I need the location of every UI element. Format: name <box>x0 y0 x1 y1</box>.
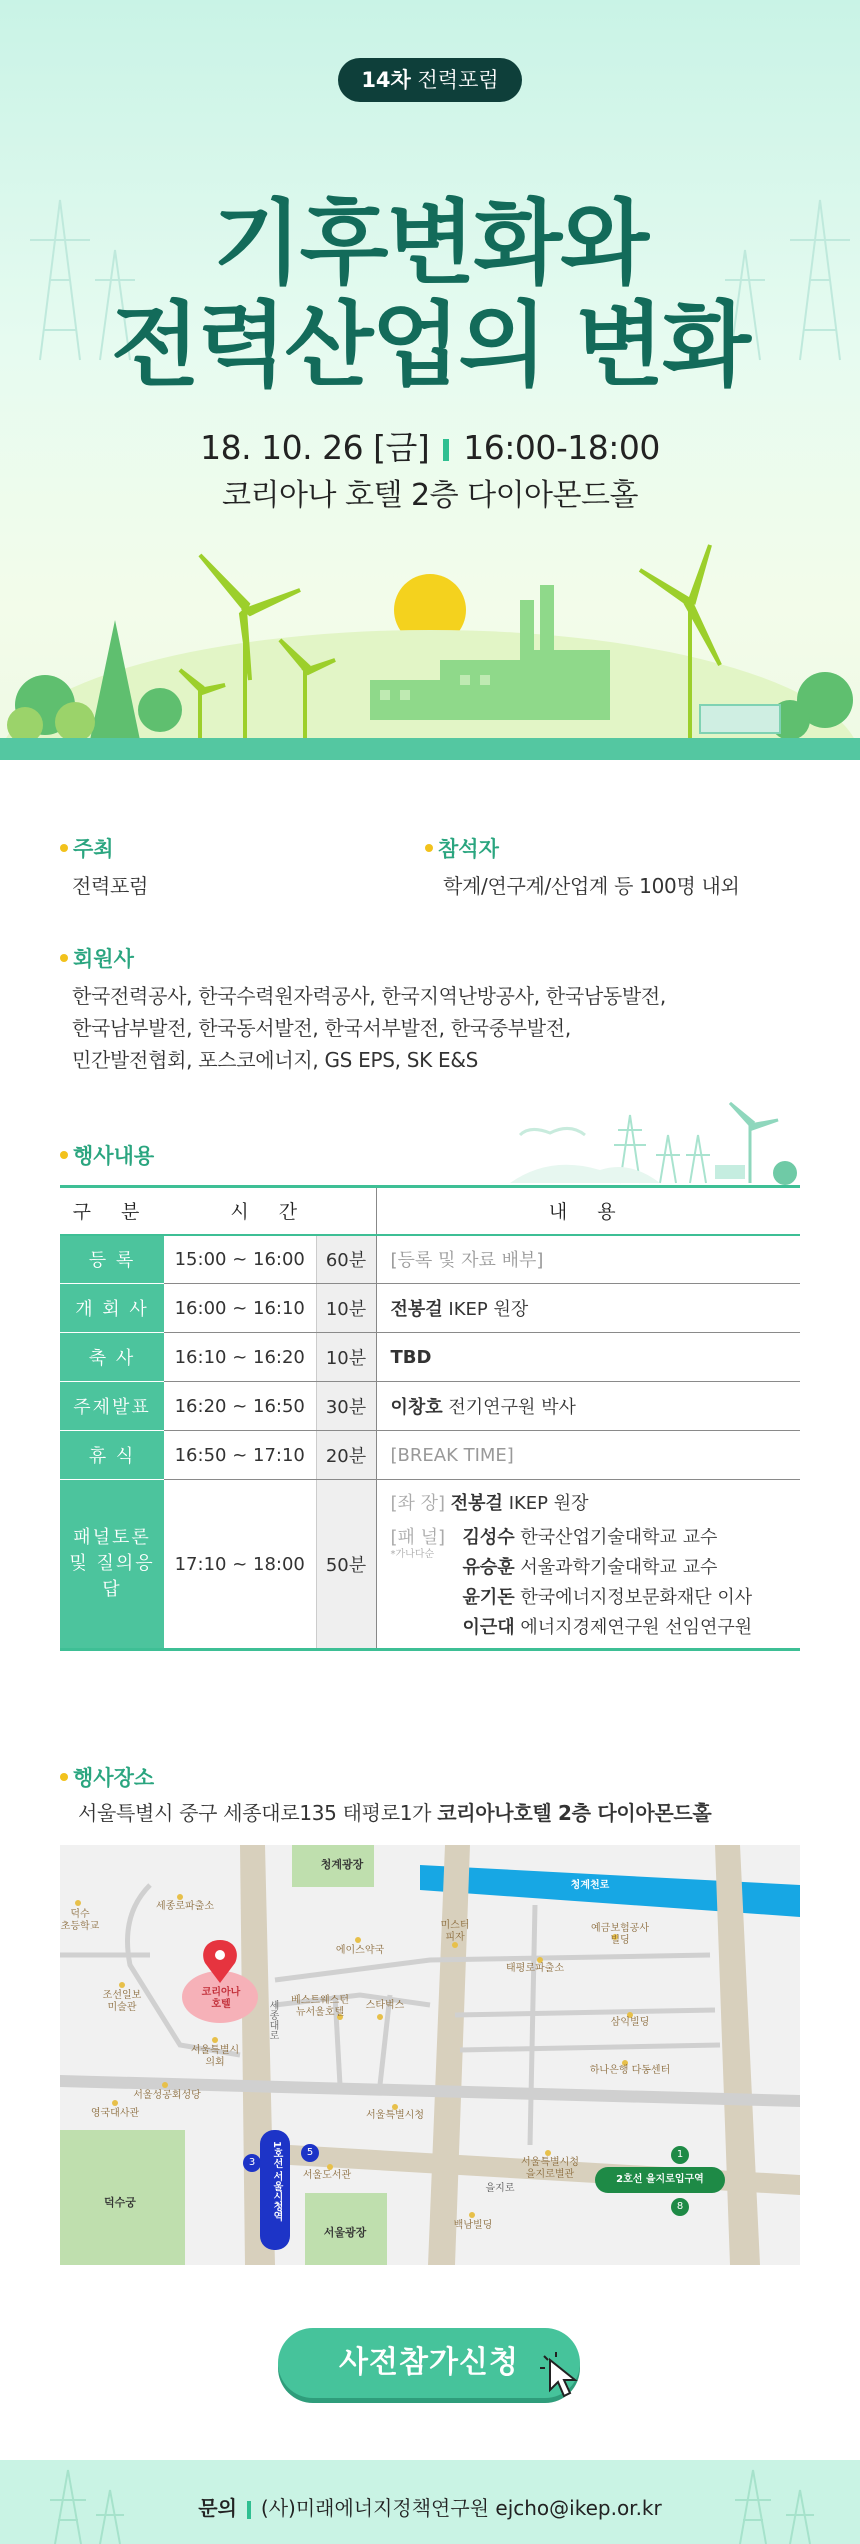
map-exit-badge: 8 <box>676 2201 684 2212</box>
panel-member: 유승훈 서울과학기술대학교 교수 <box>462 1557 718 1578</box>
map-label: 청계천로 <box>570 1880 610 1891</box>
table-header-row <box>60 1187 800 1235</box>
schedule-label: 행사내용 <box>60 1140 154 1170</box>
panel-member: 윤기돈 한국에너지정보문화재단 이사 <box>462 1587 753 1608</box>
location-address <box>78 1797 711 1829</box>
map-exit-badge: 1 <box>676 2149 684 2160</box>
speaker-name: 이창호 <box>390 1397 443 1418</box>
table-row <box>60 1382 800 1431</box>
map-label: 삼익빌딩 <box>610 2017 650 2028</box>
map-label: 1호선 서울시청역 <box>271 2141 282 2222</box>
row-time: 17:10 ~ 18:00 <box>164 1480 316 1650</box>
contact-email[interactable]: ejcho@ikep.or.kr <box>495 2496 662 2520</box>
address-venue: 코리아나호텔 2층 다이아몬드홀 <box>437 1801 712 1825</box>
panel-note: *가나다순 <box>390 1549 435 1560</box>
map-label: 덕수 초등학교 <box>60 1909 100 1932</box>
table-row <box>60 1333 800 1382</box>
row-category: 패널토론 및 질의응답 <box>60 1480 164 1650</box>
row-time: 15:00 ~ 16:00 <box>164 1235 316 1284</box>
speaker-role: 전기연구원 박사 <box>448 1397 576 1418</box>
map-label: 스타벅스 <box>365 2000 405 2011</box>
row-category: 휴 식 <box>60 1431 164 1480</box>
row-category: 축 사 <box>60 1333 164 1382</box>
register-button-label: 사전참가신청 <box>339 2345 519 2380</box>
map-label: 백남빌딩 <box>453 2220 493 2231</box>
map-label: 조선일보 미술관 <box>102 1990 142 2013</box>
event-date: 18. 10. 26 [금] <box>200 428 430 467</box>
map-label: 서울도서관 <box>302 2170 352 2181</box>
row-time: 16:10 ~ 16:20 <box>164 1333 316 1382</box>
map-label: 서울광장 <box>323 2226 367 2239</box>
panel-tag-block <box>391 1523 463 1643</box>
row-content: [BREAK TIME] <box>376 1431 800 1480</box>
row-duration: 50분 <box>316 1480 376 1650</box>
col-header-category: 구 분 <box>60 1187 164 1235</box>
row-duration: 60분 <box>316 1235 376 1284</box>
row-category: 등 록 <box>60 1235 164 1284</box>
event-venue: 코리아나 호텔 2층 다이아몬드홀 <box>222 478 638 513</box>
row-content <box>376 1284 800 1333</box>
table-row <box>60 1235 800 1284</box>
map-label: 미스터 피자 <box>440 1920 470 1943</box>
panel-member: 김성수 한국산업기술대학교 교수 <box>462 1527 718 1548</box>
page-title-line2: 전력산업의 변화 <box>110 292 750 399</box>
chair-line <box>391 1489 793 1519</box>
hero-banner <box>0 0 860 760</box>
forum-badge: 14차 전력포럼 <box>338 58 522 102</box>
members-label: 회원사 <box>60 943 134 973</box>
host-label: 주최 <box>60 833 114 863</box>
map-label: 세종대로 <box>267 2000 278 2040</box>
map-label: 하나은행 다동센터 <box>589 2065 671 2076</box>
row-duration: 30분 <box>316 1382 376 1431</box>
row-time: 16:00 ~ 16:10 <box>164 1284 316 1333</box>
map-label: 덕수궁 <box>104 2196 136 2209</box>
row-category: 주제발표 <box>60 1382 164 1431</box>
map-label: 2호선 을지로입구역 <box>616 2174 704 2185</box>
register-button[interactable] <box>278 2328 580 2398</box>
contact-org: (사)미래에너지정책연구원 <box>260 2496 490 2520</box>
map-label: 세종로파출소 <box>156 1901 214 1912</box>
attendee-value: 학계/연구계/산업계 등 100명 내외 <box>443 874 740 898</box>
map-label: 서울특별시청 을지로별관 <box>521 2157 579 2180</box>
speaker-name: 전봉걸 <box>390 1299 443 1320</box>
map-label-hotel: 코리아나 호텔 <box>201 1987 241 2010</box>
schedule-table <box>60 1185 800 1651</box>
panel-members <box>463 1523 753 1643</box>
speaker-role: IKEP 원장 <box>448 1299 529 1320</box>
location-map[interactable] <box>60 1845 800 2265</box>
chair-tag: [좌 장] <box>390 1493 446 1514</box>
map-label: 영국대사관 <box>90 2108 140 2119</box>
panel-member: 이근대 에너지경제연구원 선임연구원 <box>462 1617 753 1638</box>
footer <box>0 2460 860 2544</box>
host-value: 전력포럼 <box>72 874 149 898</box>
table-row <box>60 1431 800 1480</box>
event-datetime <box>0 422 860 469</box>
chair-name: 전봉걸 <box>450 1493 503 1514</box>
event-time: 16:00-18:00 <box>463 428 660 467</box>
map-label: 서울성공회성당 <box>133 2090 201 2101</box>
row-duration: 20분 <box>316 1431 376 1480</box>
panel-block <box>391 1523 793 1643</box>
contact-info <box>0 2492 860 2521</box>
members-line: 민간발전협회, 포스코에너지, GS EPS, SK E&S <box>72 1048 479 1072</box>
map-label: 베스트웨스턴 뉴서울호텔 <box>291 1995 349 2018</box>
map-label: 청계광장 <box>320 1858 364 1871</box>
map-exit-badge: 5 <box>306 2147 314 2158</box>
ground-strip <box>0 738 860 760</box>
map-label: 서울특별시청 <box>366 2110 424 2121</box>
col-header-time: 시 간 <box>164 1187 376 1235</box>
map-label: 태평로파출소 <box>506 1963 564 1974</box>
panel-content <box>376 1480 800 1650</box>
separator <box>443 439 449 461</box>
row-content <box>376 1333 800 1382</box>
cursor-icon <box>540 2352 590 2402</box>
table-row <box>60 1480 800 1650</box>
page-title-line1: 기후변화와 <box>212 190 648 297</box>
members-line: 한국전력공사, 한국수력원자력공사, 한국지역난방공사, 한국남동발전, <box>72 984 666 1008</box>
panel-tag: [패 널] <box>390 1527 446 1548</box>
row-time: 16:20 ~ 16:50 <box>164 1382 316 1431</box>
members-list <box>72 980 666 1076</box>
row-category: 개 회 사 <box>60 1284 164 1333</box>
table-row <box>60 1284 800 1333</box>
chair-role: IKEP 원장 <box>508 1493 589 1514</box>
row-content <box>376 1382 800 1431</box>
schedule-decoration-illustration <box>510 1095 800 1185</box>
row-duration: 10분 <box>316 1333 376 1382</box>
row-time: 16:50 ~ 17:10 <box>164 1431 316 1480</box>
row-content: [등록 및 자료 배부] <box>376 1235 800 1284</box>
map-exit-badge: 3 <box>248 2157 256 2168</box>
map-label: 을지로 <box>485 2183 515 2194</box>
speaker-name: TBD <box>390 1346 432 1368</box>
location-label: 행사장소 <box>60 1762 154 1792</box>
attendee-label: 참석자 <box>425 833 499 863</box>
row-duration: 10분 <box>316 1284 376 1333</box>
map-label: 서울특별시 의회 <box>190 2045 240 2068</box>
separator <box>247 2501 251 2519</box>
map-label: 예금보험공사 빌딩 <box>591 1923 649 1946</box>
address-text: 서울특별시 중구 세종대로135 태평로1가 <box>78 1801 432 1825</box>
members-line: 한국남부발전, 한국동서발전, 한국서부발전, 한국중부발전, <box>72 1016 571 1040</box>
contact-label: 문의 <box>198 2496 237 2520</box>
col-header-content: 내 용 <box>376 1187 800 1235</box>
map-label: 에이스약국 <box>335 1945 385 1956</box>
